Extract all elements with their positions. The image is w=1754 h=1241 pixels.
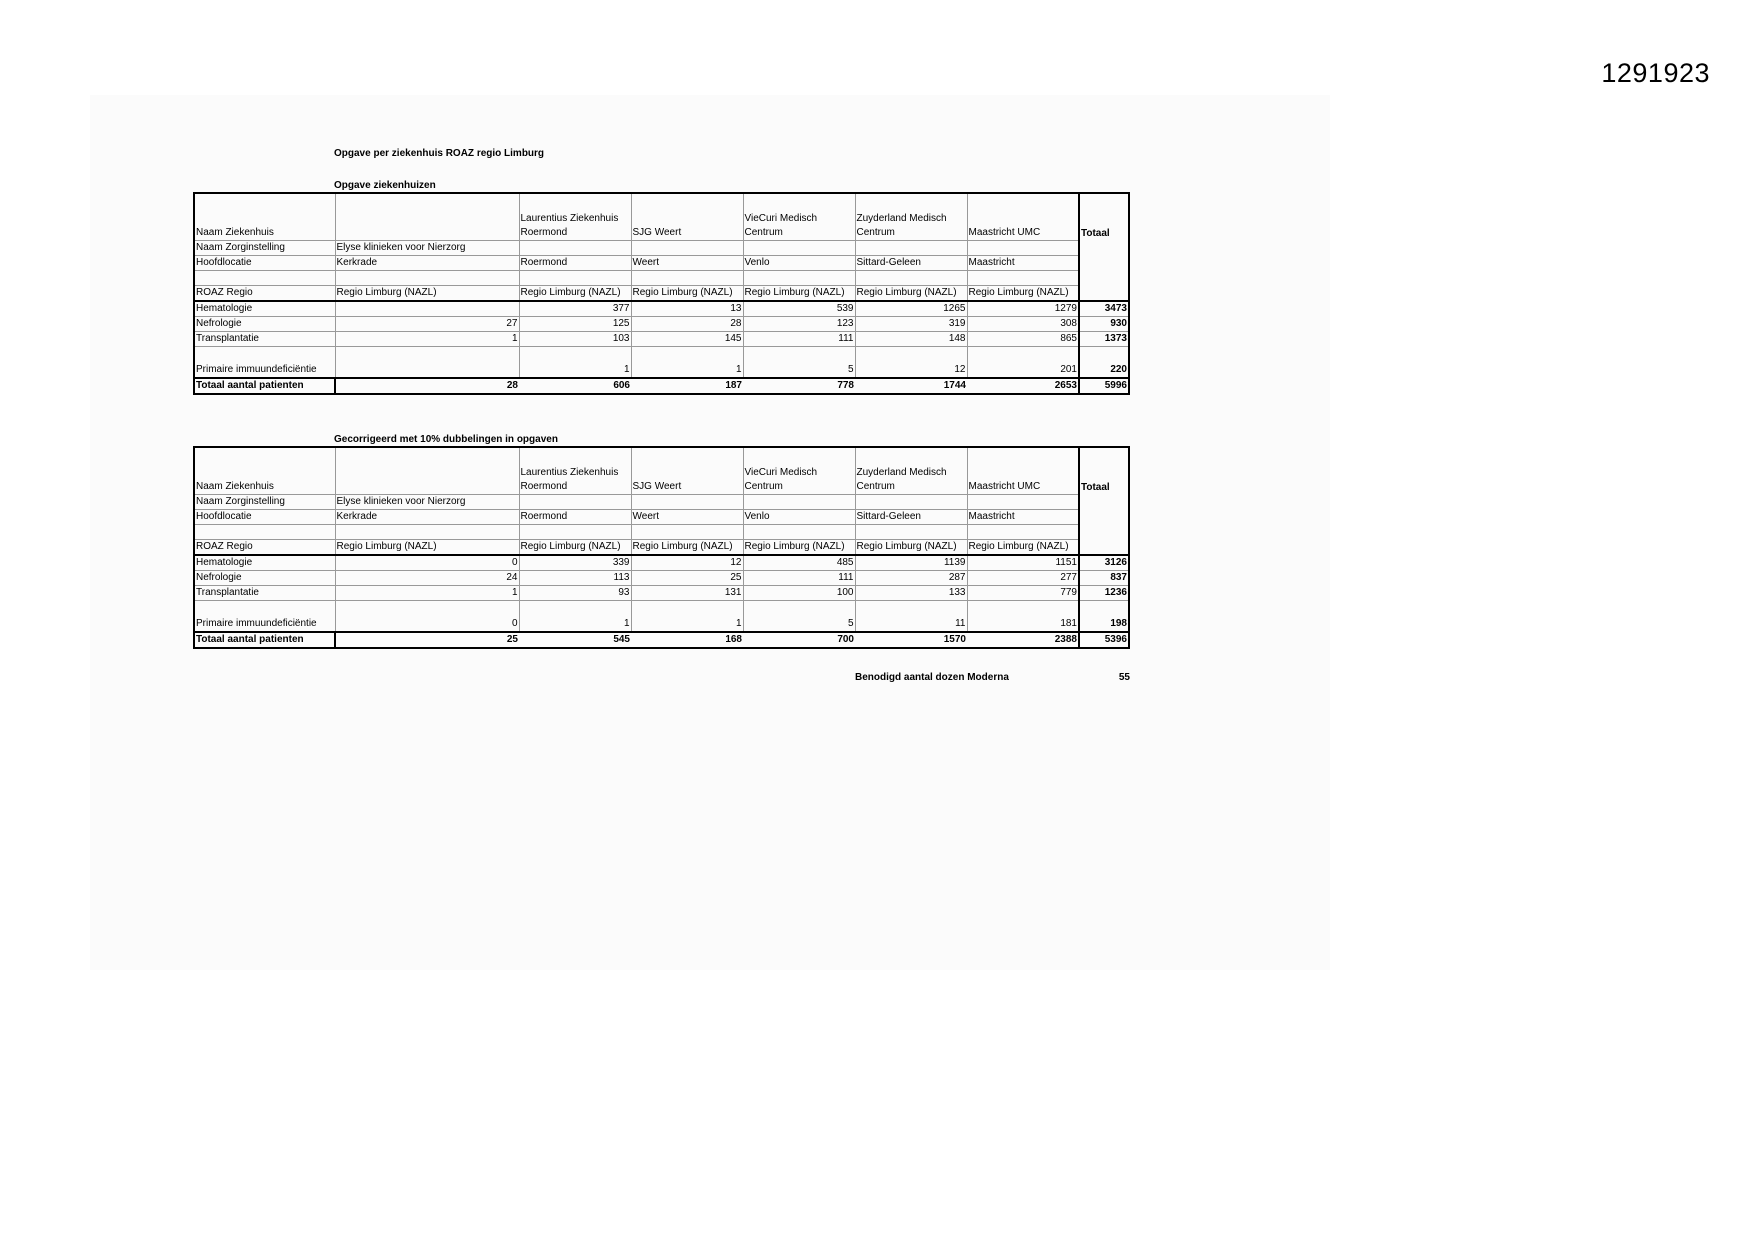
meta-cell: Regio Limburg (NAZL) [631,286,743,302]
value-cell: 1151 [967,555,1079,571]
column-header: Maastricht UMC [967,447,1079,495]
column-header: Maastricht UMC [967,193,1079,241]
meta-cell: Regio Limburg (NAZL) [335,540,519,556]
meta-cell [743,241,855,256]
value-cell: 13 [631,301,743,317]
value-cell: 145 [631,332,743,347]
totals-value: 545 [519,632,631,648]
column-header: Laurentius Ziekenhuis Roermond [519,193,631,241]
value-cell: 93 [519,586,631,601]
column-header: Zuyderland Medisch Centrum [855,193,967,241]
meta-cell: Kerkrade [335,256,519,271]
value-cell: 1139 [855,555,967,571]
spacer-cell [335,271,519,286]
value-cell: 339 [519,555,631,571]
meta-cell: Regio Limburg (NAZL) [631,540,743,556]
spacer-cell [967,271,1079,286]
meta-cell: Venlo [743,510,855,525]
value-cell: 27 [335,317,519,332]
column-header: SJG Weert [631,447,743,495]
value-cell: 133 [855,586,967,601]
value-cell: 5 [743,347,855,379]
column-header [335,447,519,495]
column-header [335,193,519,241]
total-cell [1079,286,1129,302]
row-total: 1236 [1079,586,1129,601]
row-label: Transplantatie [194,586,335,601]
meta-cell: Elyse klinieken voor Nierzorg [335,241,519,256]
value-cell: 377 [519,301,631,317]
data-row [194,601,1129,633]
row-label: Transplantatie [194,332,335,347]
meta-cell: Regio Limburg (NAZL) [855,540,967,556]
column-header: VieCuri Medisch Centrum [743,193,855,241]
table-gecorrigeerd [193,446,1130,649]
value-cell: 111 [743,571,855,586]
totals-value: 28 [335,378,519,394]
document-number: 1291923 [1601,58,1710,88]
meta-cell [855,495,967,510]
meta-cell: Regio Limburg (NAZL) [967,286,1079,302]
meta-cell [743,495,855,510]
column-header: Naam Ziekenhuis [194,193,335,241]
column-header: Naam Ziekenhuis [194,447,335,495]
value-cell: 0 [335,555,519,571]
grand-total: 5996 [1079,378,1129,394]
meta-cell: Regio Limburg (NAZL) [743,286,855,302]
meta-cell: Sittard-Geleen [855,510,967,525]
meta-cell: Maastricht [967,510,1079,525]
totals-value: 25 [335,632,519,648]
value-cell: 0 [335,601,519,633]
value-cell: 5 [743,601,855,633]
meta-cell: Roermond [519,256,631,271]
value-cell: 277 [967,571,1079,586]
meta-cell: Regio Limburg (NAZL) [519,540,631,556]
footer-value: 55 [1118,672,1130,683]
meta-cell [967,495,1079,510]
meta-row [194,256,1129,271]
row-total: 837 [1079,571,1129,586]
meta-row [194,286,1129,302]
meta-cell: Regio Limburg (NAZL) [335,286,519,302]
value-cell: 779 [967,586,1079,601]
column-header: Zuyderland Medisch Centrum [855,447,967,495]
row-total: 3126 [1079,555,1129,571]
spacer-cell [855,525,967,540]
meta-cell: Regio Limburg (NAZL) [855,286,967,302]
grand-total: 5396 [1079,632,1129,648]
value-cell: 1 [519,601,631,633]
meta-cell: Regio Limburg (NAZL) [519,286,631,302]
value-cell: 1 [631,601,743,633]
value-cell: 11 [855,601,967,633]
spacer-cell [743,525,855,540]
spacer-row [194,525,1129,540]
meta-cell [519,495,631,510]
spacer-row [194,271,1129,286]
value-cell [335,301,519,317]
value-cell: 12 [855,347,967,379]
value-cell: 201 [967,347,1079,379]
spacer-cell [519,271,631,286]
row-total: 198 [1079,601,1129,633]
spacer-cell [335,525,519,540]
totals-value: 168 [631,632,743,648]
value-cell: 1265 [855,301,967,317]
value-cell: 308 [967,317,1079,332]
table1-heading: Opgave ziekenhuizen [334,180,436,191]
meta-cell: Regio Limburg (NAZL) [967,540,1079,556]
row-label: Hematologie [194,555,335,571]
value-cell: 1279 [967,301,1079,317]
row-label: Hematologie [194,301,335,317]
value-cell: 1 [519,347,631,379]
row-label: ROAZ Regio [194,540,335,556]
meta-cell [967,241,1079,256]
row-total: 930 [1079,317,1129,332]
value-cell: 113 [519,571,631,586]
data-row [194,332,1129,347]
data-row [194,317,1129,332]
row-label: Hoofdlocatie [194,510,335,525]
value-cell: 287 [855,571,967,586]
row-label: Naam Zorginstelling [194,241,335,256]
totals-label: Totaal aantal patienten [194,378,335,394]
spacer-cell [519,525,631,540]
total-cell [1079,256,1129,271]
value-cell: 12 [631,555,743,571]
table-opgave-ziekenhuizen [193,192,1130,395]
totals-value: 606 [519,378,631,394]
totals-value: 778 [743,378,855,394]
value-cell: 28 [631,317,743,332]
value-cell: 865 [967,332,1079,347]
column-header: VieCuri Medisch Centrum [743,447,855,495]
total-cell [1079,540,1129,556]
spacer-cell [194,525,335,540]
value-cell: 123 [743,317,855,332]
value-cell: 111 [743,332,855,347]
meta-cell [855,241,967,256]
spacer-cell [1079,525,1129,540]
meta-row [194,540,1129,556]
meta-cell: Venlo [743,256,855,271]
footer-label: Benodigd aantal dozen Moderna [855,672,1009,683]
meta-row [194,510,1129,525]
value-cell: 25 [631,571,743,586]
meta-cell [519,241,631,256]
spacer-cell [194,271,335,286]
row-total: 1373 [1079,332,1129,347]
data-row [194,301,1129,317]
column-header: Totaal [1079,447,1129,495]
header-row [194,447,1129,495]
value-cell [335,347,519,379]
meta-row [194,241,1129,256]
value-cell: 1 [335,586,519,601]
data-row [194,571,1129,586]
totals-row [194,378,1129,394]
spacer-cell [967,525,1079,540]
totals-value: 1744 [855,378,967,394]
spacer-cell [631,525,743,540]
totals-row [194,632,1129,648]
spacer-cell [1079,271,1129,286]
meta-row [194,495,1129,510]
row-label: Primaire immuundeficiëntie [194,347,335,379]
meta-cell: Weert [631,510,743,525]
column-header: Totaal [1079,193,1129,241]
row-label: Hoofdlocatie [194,256,335,271]
value-cell: 1 [631,347,743,379]
value-cell: 1 [335,332,519,347]
row-total: 3473 [1079,301,1129,317]
column-header: Laurentius Ziekenhuis Roermond [519,447,631,495]
meta-cell: Weert [631,256,743,271]
spacer-cell [855,271,967,286]
value-cell: 131 [631,586,743,601]
totals-label: Totaal aantal patienten [194,632,335,648]
row-label: Nefrologie [194,317,335,332]
meta-cell: Elyse klinieken voor Nierzorg [335,495,519,510]
row-label: Nefrologie [194,571,335,586]
data-row [194,586,1129,601]
row-label: ROAZ Regio [194,286,335,302]
meta-cell: Maastricht [967,256,1079,271]
value-cell: 539 [743,301,855,317]
totals-value: 1570 [855,632,967,648]
data-row [194,555,1129,571]
row-total: 220 [1079,347,1129,379]
value-cell: 103 [519,332,631,347]
totals-value: 2653 [967,378,1079,394]
value-cell: 148 [855,332,967,347]
total-cell [1079,510,1129,525]
spacer-cell [743,271,855,286]
header-row [194,193,1129,241]
value-cell: 319 [855,317,967,332]
data-row [194,347,1129,379]
meta-cell: Sittard-Geleen [855,256,967,271]
meta-cell: Regio Limburg (NAZL) [743,540,855,556]
value-cell: 181 [967,601,1079,633]
totals-value: 2388 [967,632,1079,648]
meta-cell [631,495,743,510]
value-cell: 485 [743,555,855,571]
table2-heading: Gecorrigeerd met 10% dubbelingen in opgaven [334,434,558,445]
meta-cell [631,241,743,256]
page-title: Opgave per ziekenhuis ROAZ regio Limburg [334,148,545,159]
value-cell: 100 [743,586,855,601]
total-cell [1079,241,1129,256]
total-cell [1079,495,1129,510]
value-cell: 24 [335,571,519,586]
meta-cell: Roermond [519,510,631,525]
row-label: Primaire immuundeficiëntie [194,601,335,633]
meta-cell: Kerkrade [335,510,519,525]
column-header: SJG Weert [631,193,743,241]
totals-value: 700 [743,632,855,648]
row-label: Naam Zorginstelling [194,495,335,510]
value-cell: 125 [519,317,631,332]
spacer-cell [631,271,743,286]
totals-value: 187 [631,378,743,394]
